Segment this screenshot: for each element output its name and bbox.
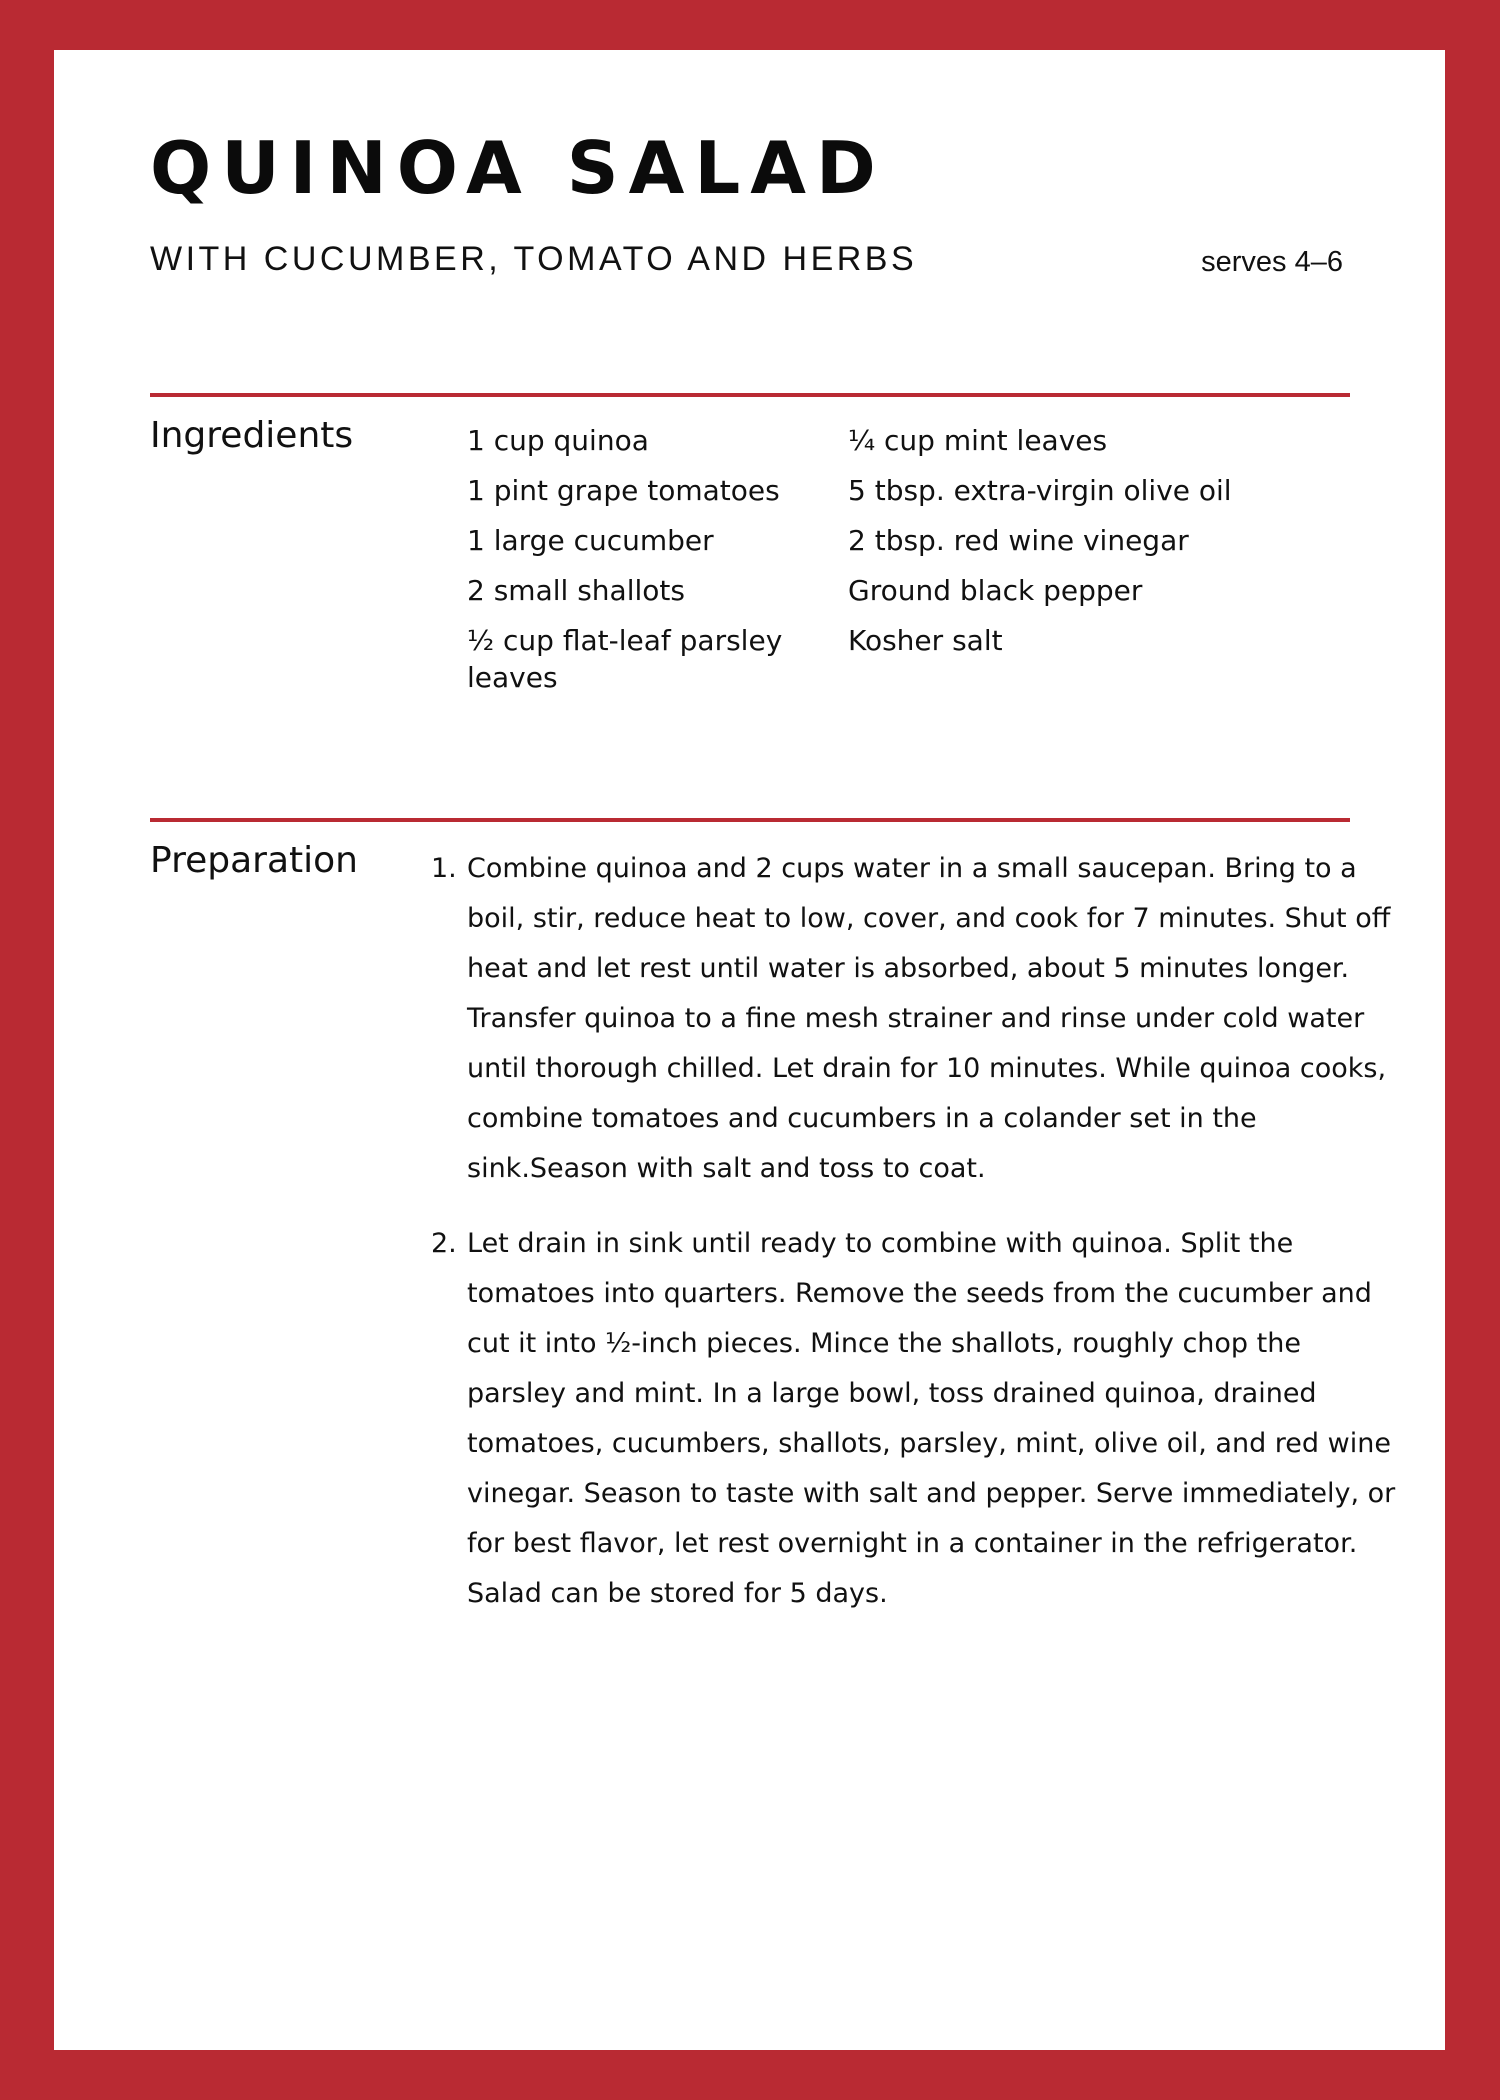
ingredient-item: 1 large cucumber [467, 524, 714, 557]
step-number: 1. [431, 853, 457, 884]
preparation-steps [431, 844, 1407, 1644]
preparation-heading: Preparation [150, 840, 358, 881]
recipe-card [54, 50, 1445, 2050]
ingredients-column-2 [848, 422, 1308, 672]
ingredient-item: Kosher salt [848, 624, 1003, 657]
ingredient-item: 2 tbsp. red wine vinegar [848, 524, 1189, 557]
ingredient-item: 2 small shallots [467, 574, 685, 607]
preparation-step [431, 1219, 1407, 1619]
ingredients-divider [150, 393, 1350, 397]
ingredients-column-1 [467, 422, 807, 709]
preparation-step [431, 844, 1407, 1194]
step-number: 2. [431, 1228, 457, 1259]
ingredient-item: ½ cup flat-leaf parsley leaves [467, 624, 783, 694]
ingredient-item: 1 pint grape tomatoes [467, 474, 780, 507]
serves-info: serves 4–6 [1201, 246, 1343, 278]
recipe-subtitle: WITH CUCUMBER, TOMATO AND HERBS [150, 240, 918, 278]
ingredient-item: 5 tbsp. extra-virgin olive oil [848, 474, 1232, 507]
ingredient-item: 1 cup quinoa [467, 424, 649, 457]
step-text: Combine quinoa and 2 cups water in a small saucepan. Bring to a boil, stir, reduce heat to low, cover, and cook for 7 minutes. Shut off heat and let rest until water is absorbed, about 5 minutes longer. Transfer quinoa to a fine mesh strainer and rinse under cold water until thorough chilled. Let drain for 10 minutes. While quinoa cooks, combine tomatoes and cucumbers in a colander set in the sink.Season with salt and toss to coat. [467, 853, 1391, 1184]
preparation-divider [150, 818, 1350, 822]
ingredient-item: Ground black pepper [848, 574, 1143, 607]
ingredients-heading: Ingredients [150, 415, 354, 456]
recipe-title: QUINOA SALAD [150, 126, 886, 210]
ingredient-item: ¼ cup mint leaves [848, 424, 1108, 457]
step-text: Let drain in sink until ready to combine with quinoa. Split the tomatoes into quarters. Remove the seeds from the cucumber and cut it into ½-inch pieces. Mince the shallots, roughly chop the parsley and mint. In a large bowl, toss drained quinoa, drained tomatoes, cucumbers, shallots, parsley, mint, olive oil, and red wine vinegar. Season to taste with salt and pepper. Serve immediately, or for best flavor, let rest overnight in a container in the refrigerator. Salad can be stored for 5 days. [467, 1228, 1396, 1609]
